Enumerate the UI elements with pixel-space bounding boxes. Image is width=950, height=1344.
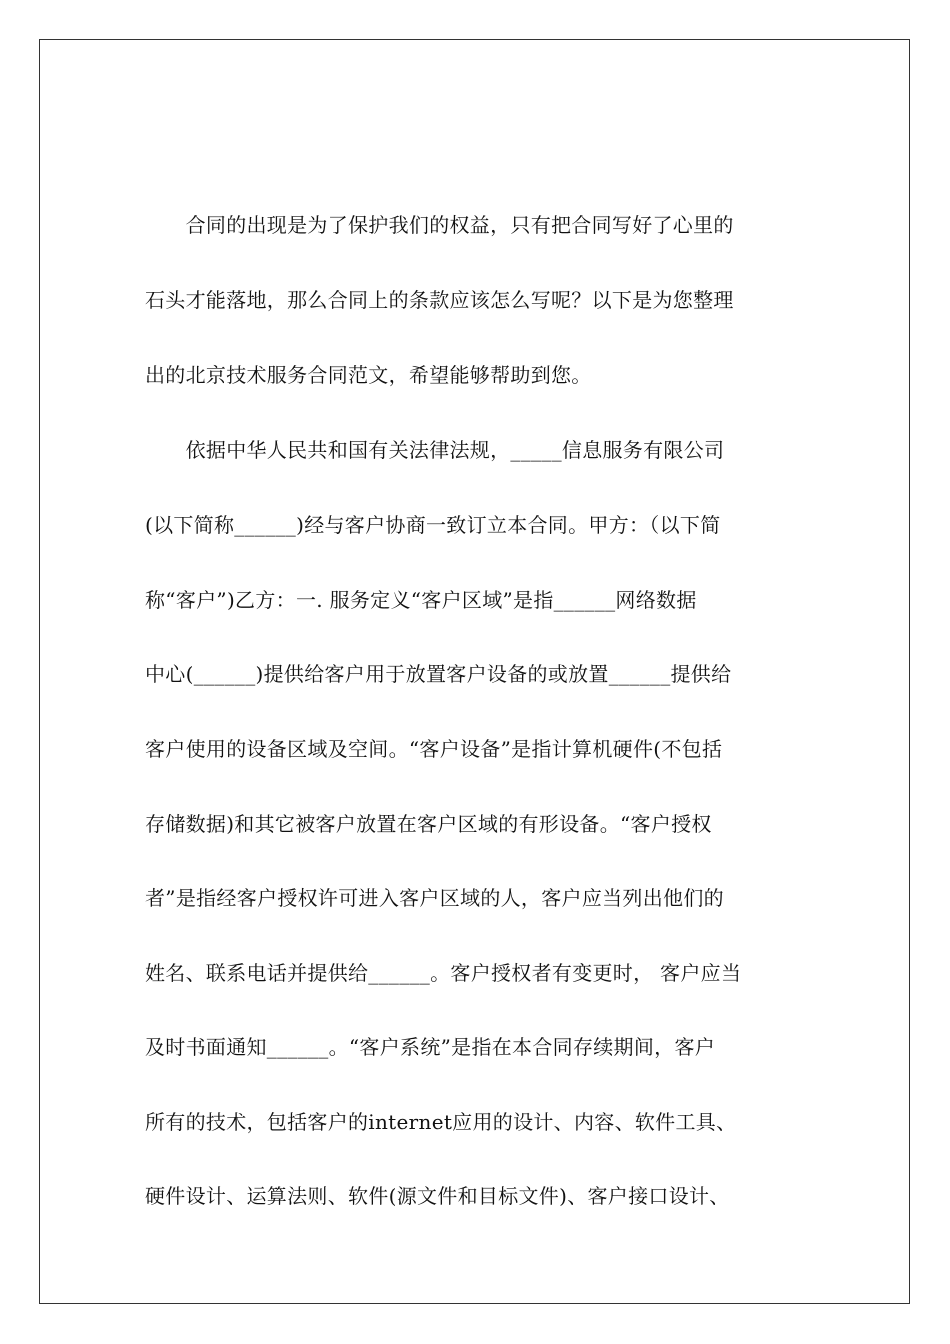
- text-line: 及时书面通知______。“客户系统”是指在本合同存续期间，客户: [145, 1035, 716, 1059]
- text-line: (以下简称______)经与客户协商一致订立本合同。甲方：（以下简: [145, 513, 721, 537]
- text-line: 出的北京技术服务合同范文，希望能够帮助到您。: [145, 363, 592, 387]
- text-line: 中心(______)提供给客户用于放置客户设备的或放置______提供给: [145, 662, 732, 686]
- text-line: 所有的技术，包括客户的internet应用的设计、内容、软件工具、: [145, 1110, 737, 1134]
- text-line: 石头才能落地，那么合同上的条款应该怎么写呢？以下是为您整理: [145, 288, 734, 312]
- text-line: 客户使用的设备区域及空间。“客户设备”是指计算机硬件(不包括: [145, 737, 723, 761]
- text-line: 存储数据)和其它被客户放置在客户区域的有形设备。“客户授权: [145, 812, 712, 836]
- text-line: 依据中华人民共和国有关法律法规，_____信息服务有限公司: [145, 438, 725, 462]
- text-line: 合同的出现是为了保护我们的权益，只有把合同写好了心里的: [145, 213, 734, 237]
- text-line: 硬件设计、运算法则、软件(源文件和目标文件)、客户接口设计、: [145, 1184, 730, 1208]
- text-line: 称“客户”)乙方：一. 服务定义“客户区域”是指______网络数据: [145, 588, 697, 612]
- text-line: 姓名、联系电话并提供给______。客户授权者有变更时， 客户应当: [145, 961, 742, 985]
- text-line: 者”是指经客户授权许可进入客户区域的人，客户应当列出他们的: [145, 886, 724, 910]
